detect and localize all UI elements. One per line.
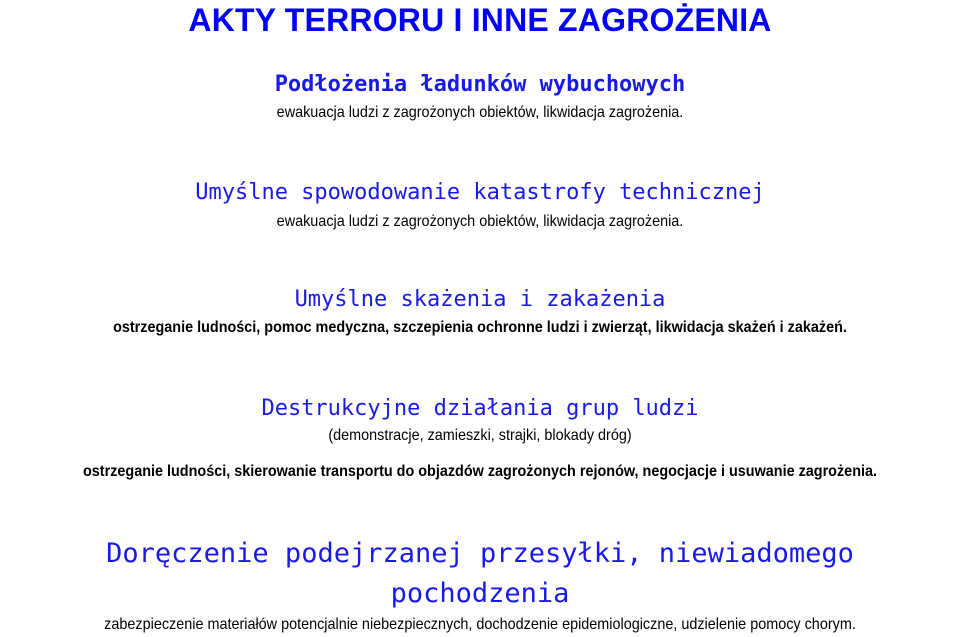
section-heading-suspicious-package-line2: pochodzenia — [390, 578, 570, 609]
section-subheading-destructive-groups: (demonstracje, zamieszki, strajki, blokady dróg) — [328, 427, 632, 444]
section-description-destructive-groups: ostrzeganie ludności, skierowanie transportu do objazdów zagrożonych rejonów, negocjacje i usuwanie zagrożenia. — [82, 463, 877, 480]
section-heading-suspicious-package-line1: Doręczenie podejrzanej przesyłki, niewiadomego — [106, 538, 854, 569]
section-description-technical-disaster: ewakuacja ludzi z zagrożonych obiektów, likwidacja zagrożenia. — [276, 213, 684, 230]
section-heading-technical-disaster: Umyślne spowodowanie katastrofy technicznej — [195, 180, 765, 205]
section-description-contamination: ostrzeganie ludności, pomoc medyczna, szczepienia ochronne ludzi i zwierząt, likwidacja skażeń i zakażeń. — [113, 319, 847, 336]
page-title: AKTY TERRORU I INNE ZAGROŻENIA — [188, 2, 772, 38]
section-heading-explosives: Podłożenia ładunków wybuchowych — [274, 72, 686, 97]
section-heading-destructive-groups: Destrukcyjne działania grup ludzi — [261, 396, 699, 421]
section-heading-contamination: Umyślne skażenia i zakażenia — [294, 287, 666, 312]
section-description-explosives: ewakuacja ludzi z zagrożonych obiektów, likwidacja zagrożenia. — [276, 104, 684, 121]
section-description-suspicious-package: zabezpieczenie materiałów potencjalnie niebezpiecznych, dochodzenie epidemiologiczne, udzielenie pomocy chorym. — [104, 616, 856, 633]
